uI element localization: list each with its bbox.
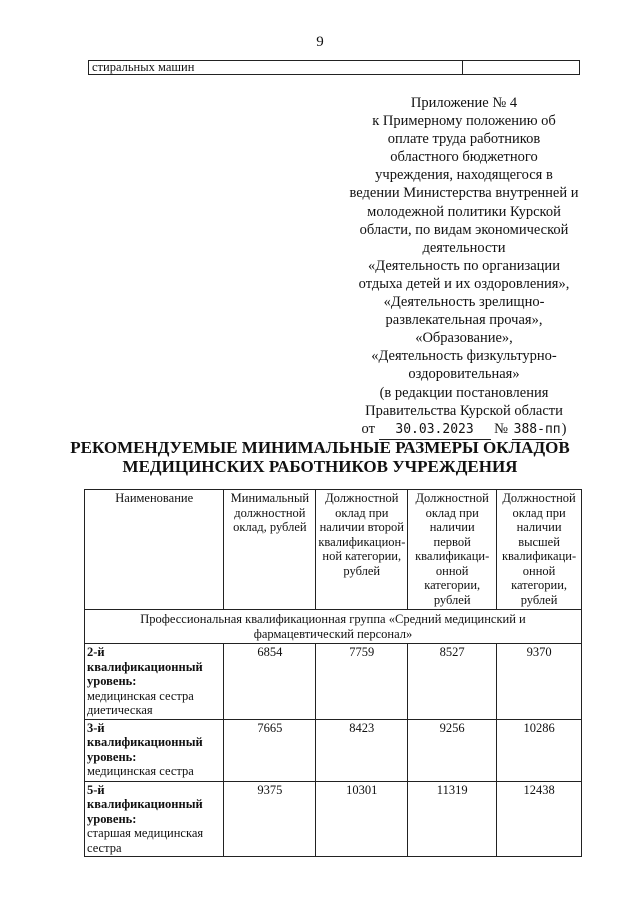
position-label: старшая медицинская сестра [87, 826, 204, 855]
appendix-line: оплате труда работников [387, 131, 541, 148]
closing-paren: ) [561, 420, 567, 437]
resolution-reference [336, 420, 592, 440]
qualification-group-title: Профессиональная квалификационная группа «Средний медицинский и фармацевтический персонал» [85, 610, 582, 644]
value-cell: 6854 [224, 644, 316, 720]
value-cell: 8423 [316, 719, 408, 781]
appendix-line: области, по видам экономической [359, 221, 569, 238]
header-name: Наименование [85, 490, 224, 610]
number-prefix: № [494, 420, 509, 437]
appendix-line: учреждения, находящегося в [375, 167, 553, 184]
table-header-row [85, 490, 582, 610]
level-label: 5-й квалификационный уровень: [87, 782, 203, 826]
value-cell: 12438 [497, 781, 582, 857]
page-number: 9 [316, 34, 324, 50]
group-row [85, 610, 582, 644]
row-name-cell [85, 781, 224, 857]
appendix-line: деятельности [422, 239, 506, 256]
appendix-line: ведении Министерства внутренней и [349, 185, 579, 202]
appendix-line: «Деятельность по организации [368, 257, 560, 274]
value-cell: 9256 [408, 719, 497, 781]
value-cell: 9370 [497, 644, 582, 720]
level-label: 2-й квалификационный уровень: [87, 645, 203, 688]
document-heading [0, 438, 640, 476]
header-min-salary: Минимальный должностной оклад, рублей [224, 490, 316, 610]
appendix-line: Приложение № 4 [410, 95, 518, 111]
appendix-line: развлекательная прочая», [385, 312, 543, 329]
appendix-line: «Деятельность зрелищно- [383, 294, 545, 311]
table-row [85, 781, 582, 857]
continued-table-fragment [88, 60, 580, 75]
resolution-date: 30.03.2023 [379, 421, 491, 440]
level-label: 3-й квалификационный уровень: [87, 720, 203, 764]
position-label: медицинская сестра диетическая [87, 688, 194, 717]
appendix-line: молодежной политики Курской [367, 203, 561, 220]
heading-line-1: РЕКОМЕНДУЕМЫЕ МИНИМАЛЬНЫЕ РАЗМЕРЫ ОКЛАДОВ [70, 438, 570, 457]
value-cell: 11319 [408, 781, 497, 857]
appendix-line: «Деятельность физкультурно- [371, 348, 557, 365]
row-name-cell [85, 644, 224, 720]
header-first-category: Должностной оклад при наличии первой квалификаци-онной категории, рублей [408, 490, 497, 610]
continued-table-cell: стиральных машин [89, 61, 463, 75]
header-second-category: Должностной оклад при наличии второй квалификацион-ной категории, рублей [316, 490, 408, 610]
resolution-number: 388-пп [512, 421, 562, 440]
from-prefix: от [361, 420, 375, 437]
position-label: медицинская сестра [87, 764, 194, 778]
appendix-line: к Примерному положению об [372, 113, 556, 130]
appendix-line: (в редакции постановления [379, 384, 549, 401]
value-cell: 8527 [408, 644, 497, 720]
heading-line-2: МЕДИЦИНСКИХ РАБОТНИКОВ УЧРЕЖДЕНИЯ [122, 457, 518, 476]
value-cell: 10286 [497, 719, 582, 781]
continued-table-empty-cell [463, 61, 580, 75]
salary-table [84, 489, 582, 857]
appendix-line: оздоровительная» [408, 366, 520, 383]
header-highest-category: Должностной оклад при наличии высшей квалификаци-онной категории, рублей [497, 490, 582, 610]
row-name-cell [85, 719, 224, 781]
table-row [85, 719, 582, 781]
table-row [85, 644, 582, 720]
appendix-line: отдыха детей и их оздоровления», [358, 275, 570, 292]
value-cell: 10301 [316, 781, 408, 857]
value-cell: 7665 [224, 719, 316, 781]
appendix-line: «Образование», [415, 330, 513, 347]
value-cell: 9375 [224, 781, 316, 857]
appendix-line: областного бюджетного [390, 149, 538, 166]
appendix-block [336, 94, 592, 440]
appendix-line: Правительства Курской области [365, 402, 563, 419]
value-cell: 7759 [316, 644, 408, 720]
